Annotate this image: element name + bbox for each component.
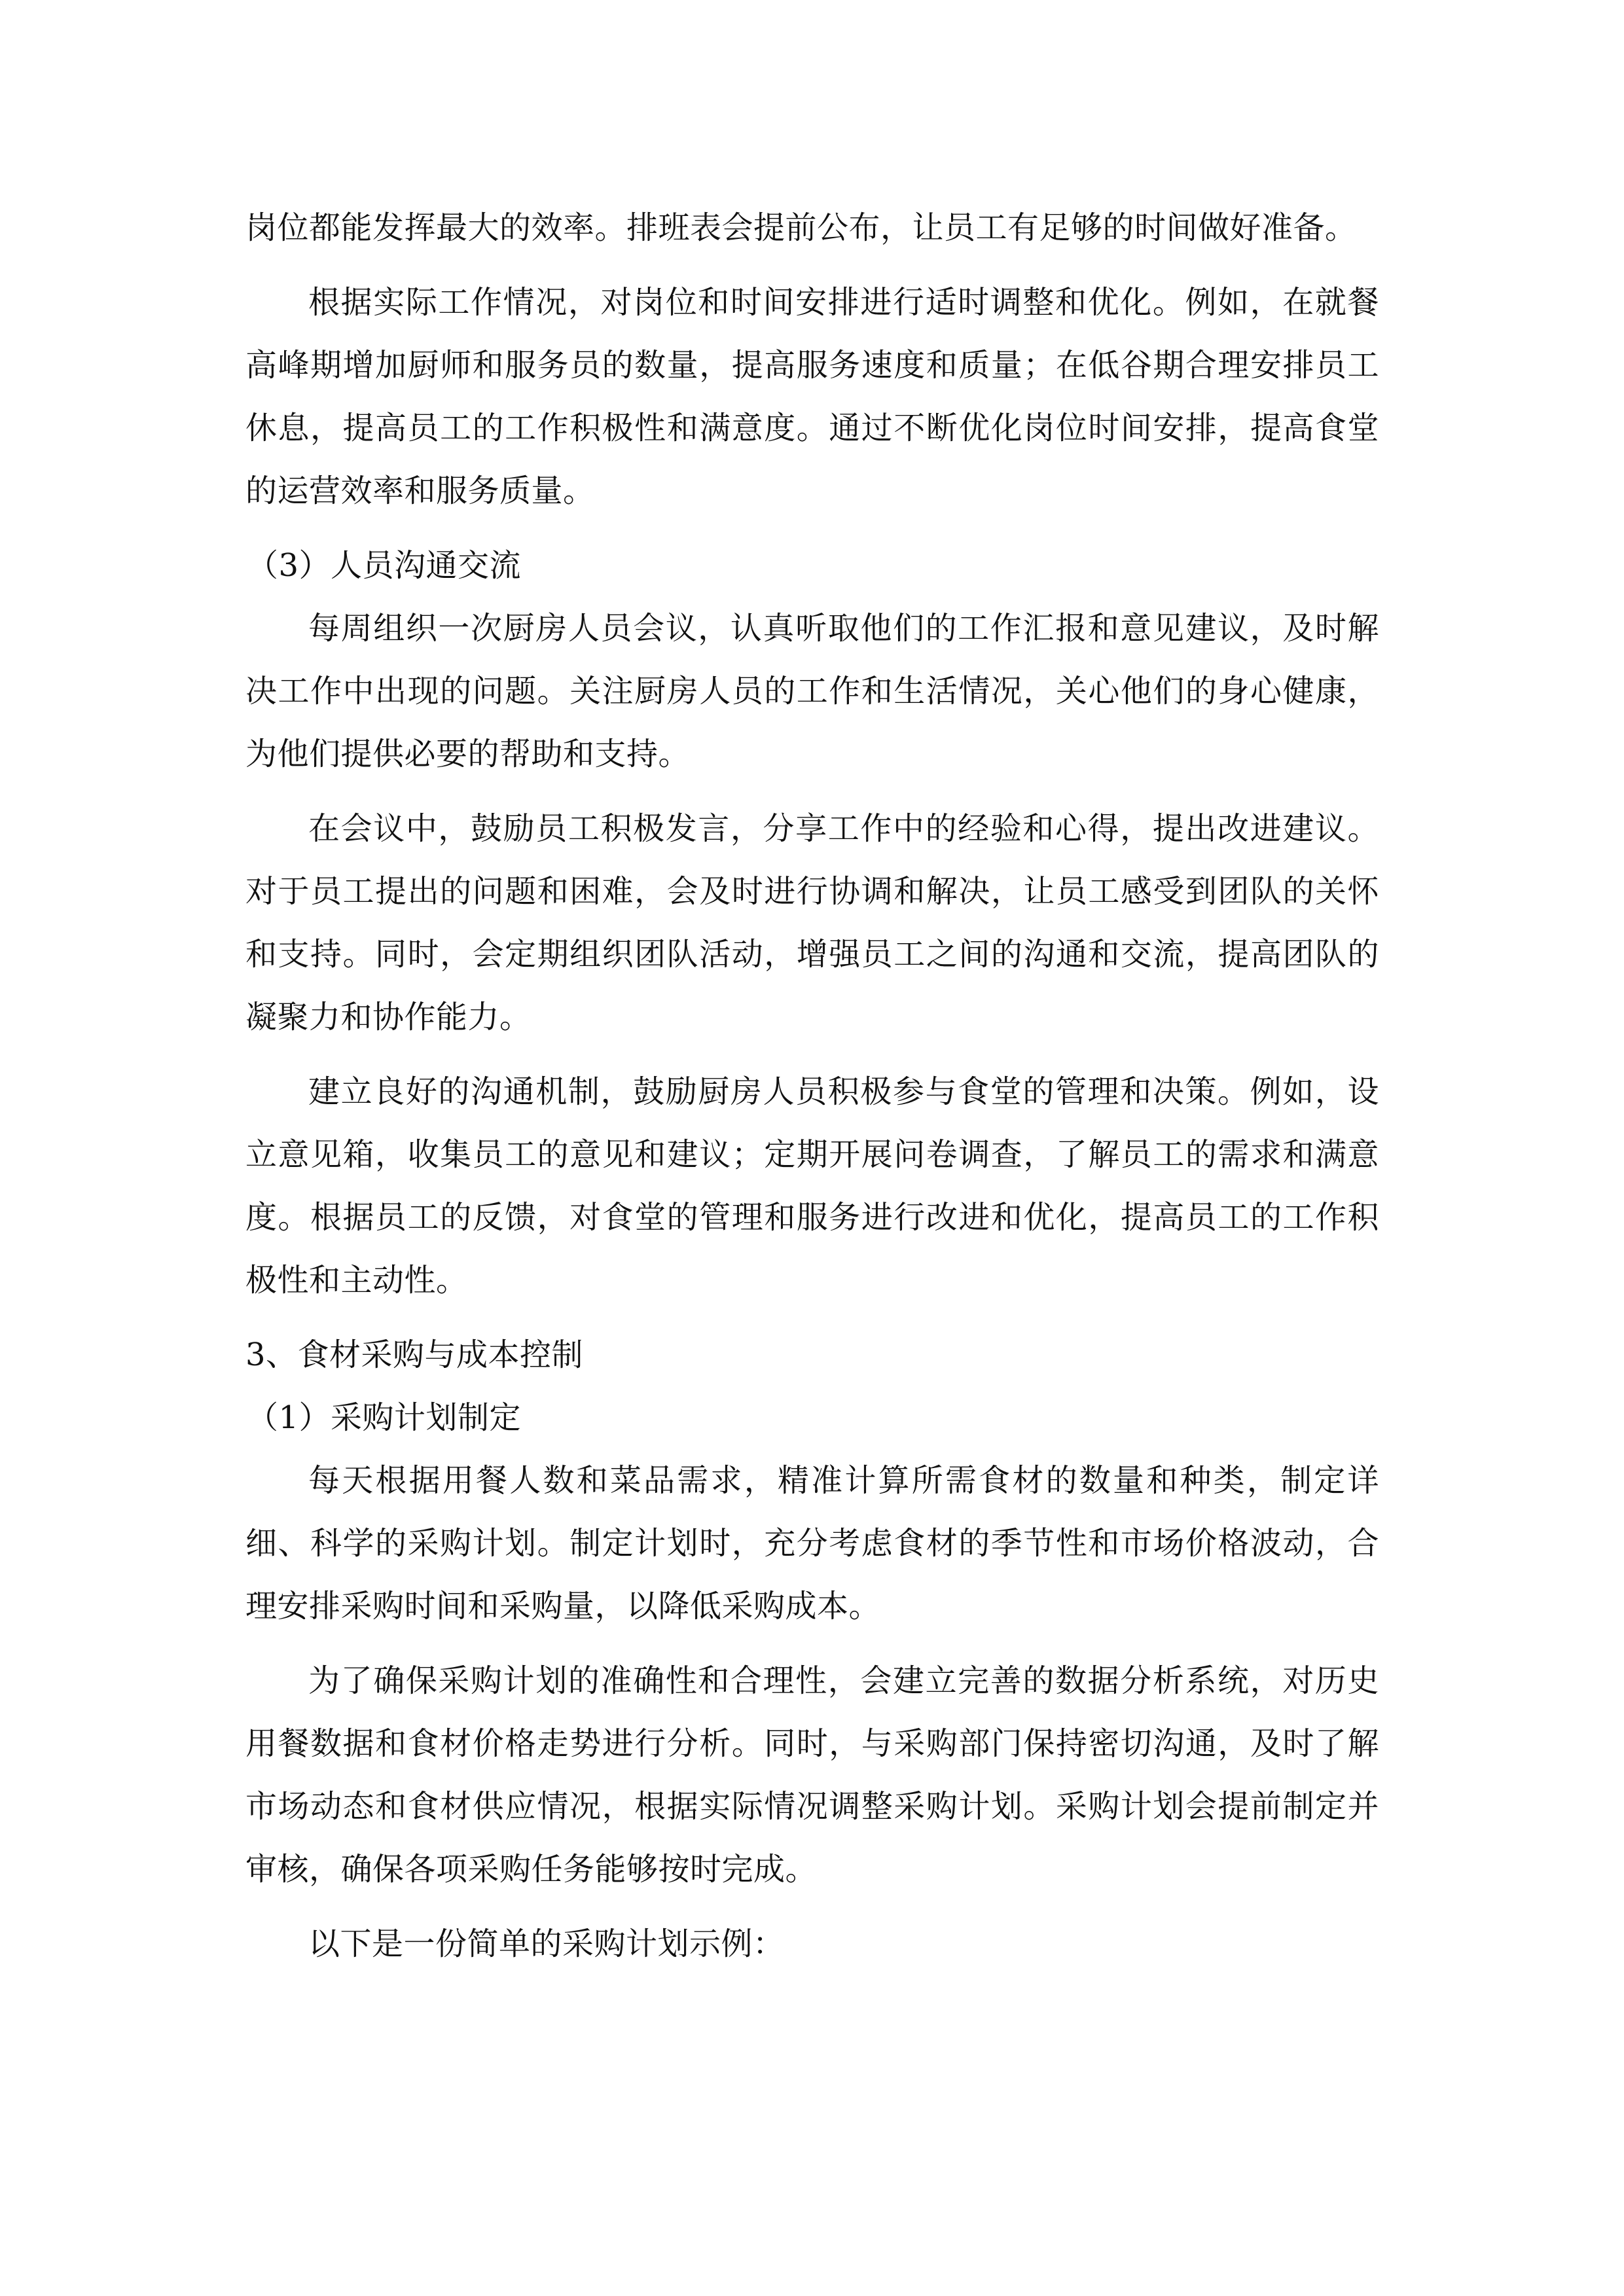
paragraph-continued: 岗位都能发挥最大的效率。排班表会提前公布，让员工有足够的时间做好准备。: [245, 209, 1357, 246]
section-heading-procurement: 3、食材采购与成本控制: [245, 1336, 584, 1373]
paragraph-daily-plan: 每天根据用餐人数和菜品需求，精准计算所需食材的数量和种类，制定详细、科学的采购计划。制定计划时，充分考虑食材的季节性和市场价格波动，合理安排采购时间和采购量，以降低采购成本。: [245, 1462, 1379, 1624]
section-heading-procurement-plan: （1）采购计划制定: [247, 1399, 522, 1436]
paragraph-schedule-adjustment: 根据实际工作情况，对岗位和时间安排进行适时调整和优化。例如，在就餐高峰期增加厨师和服务员的数量，提高服务速度和质量；在低谷期合理安排员工休息，提高员工的工作积极性和满意度。通过不断优化岗位时间安排，提高食堂的运营效率和服务质量。: [245, 284, 1379, 509]
document-body: [245, 196, 1379, 1987]
paragraph-data-analysis: 为了确保采购计划的准确性和合理性，会建立完善的数据分析系统，对历史用餐数据和食材价格走势进行分析。同时，与采购部门保持密切沟通，及时了解市场动态和食材供应情况，根据实际情况调整采购计划。采购计划会提前制定并审核，确保各项采购任务能够按时完成。: [245, 1662, 1379, 1888]
paragraph-meeting-feedback: 在会议中，鼓励员工积极发言，分享工作中的经验和心得，提出改进建议。对于员工提出的问题和困难，会及时进行协调和解决，让员工感受到团队的关怀和支持。同时，会定期组织团队活动，增强员工之间的沟通和交流，提高团队的凝聚力和协作能力。: [245, 810, 1379, 1035]
paragraph-plan-example-intro: 以下是一份简单的采购计划示例：: [308, 1926, 785, 1962]
section-heading-staff-communication: （3）人员沟通交流: [247, 547, 522, 584]
paragraph-weekly-meeting: 每周组织一次厨房人员会议，认真听取他们的工作汇报和意见建议，及时解决工作中出现的问题。关注厨房人员的工作和生活情况，关心他们的身心健康，为他们提供必要的帮助和支持。: [245, 610, 1379, 772]
paragraph-communication-mechanism: 建立良好的沟通机制，鼓励厨房人员积极参与食堂的管理和决策。例如，设立意见箱，收集员工的意见和建议；定期开展问卷调查，了解员工的需求和满意度。根据员工的反馈，对食堂的管理和服务进行改进和优化，提高员工的工作积极性和主动性。: [245, 1073, 1379, 1299]
